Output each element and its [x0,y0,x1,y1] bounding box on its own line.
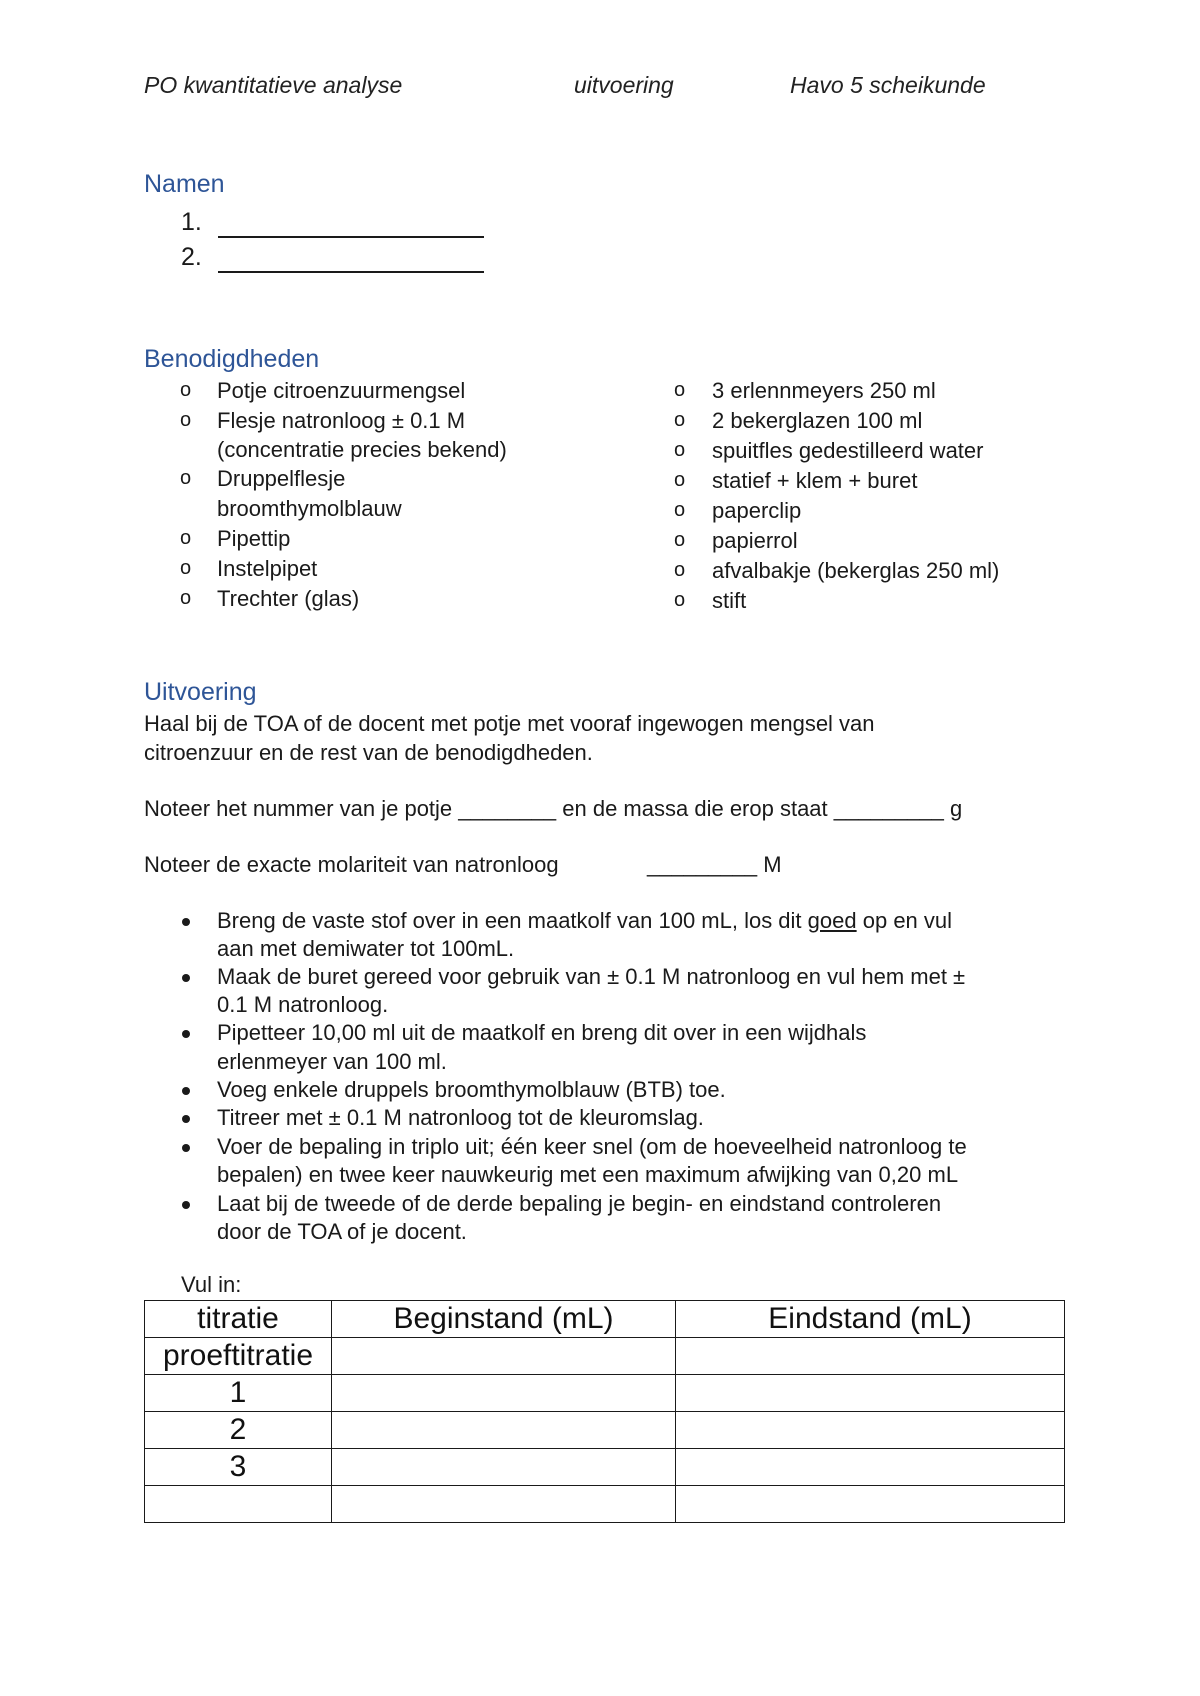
beginstand-cell[interactable] [332,1412,676,1449]
row-label-cell: 3 [145,1449,332,1486]
emphasis-goed: goed [807,908,857,933]
step-text: Breng de vaste stof over in een maatkolf van 100 mL, los dit goed op en vul [217,908,953,933]
step-text: Pipetteer 10,00 ml uit de maatkolf en breng dit over in een wijdhals [217,1020,867,1045]
bullet-dot-icon [182,1087,190,1095]
intro-text-line-1: Haal bij de TOA of de docent met potje met vooraf ingewogen mengsel van [144,711,875,736]
step-text-continued: 0.1 M natronloog. [217,992,389,1017]
benodigdheden-heading: Benodigdheden [144,345,320,373]
material-item-continued: (concentratie precies bekend) [217,437,507,462]
step-text-continued: door de TOA of je docent. [217,1219,467,1244]
uitvoering-heading: Uitvoering [144,678,257,706]
column-header-beginstand: Beginstand (mL) [332,1301,676,1338]
material-item: Instelpipet [217,556,318,581]
row-label-cell: proeftitratie [145,1338,332,1375]
material-item: paperclip [712,498,802,523]
step-text-continued: bepalen) en twee keer nauwkeurig met een maximum afwijking van 0,20 mL [217,1162,959,1187]
row-label-cell: 1 [145,1375,332,1412]
table-row [145,1412,1065,1449]
list-bullet-icon: o [180,409,192,431]
list-bullet-icon: o [674,409,686,431]
material-item-continued: broomthymolblauw [217,496,402,521]
eindstand-cell[interactable] [676,1449,1065,1486]
table-row [145,1449,1065,1486]
noteer-molariteit-blank[interactable]: _________ M [647,852,782,877]
list-bullet-icon: o [180,587,192,609]
header-right: Havo 5 scheikunde [790,72,986,98]
material-item: spuitfles gedestilleerd water [712,438,984,463]
intro-text-line-2: citroenzuur en de rest van de benodigdheden. [144,740,593,765]
list-bullet-icon: o [180,527,192,549]
material-item: afvalbakje (bekerglas 250 ml) [712,558,1000,583]
list-bullet-icon: o [674,469,686,491]
step-text: Maak de buret gereed voor gebruik van ± 0.1 M natronloog en vul hem met ± [217,964,966,989]
beginstand-cell[interactable] [332,1338,676,1375]
step-text: Laat bij de tweede of de derde bepaling je begin- en eindstand controleren [217,1191,942,1216]
noteer-nummer-text[interactable]: Noteer het nummer van je potje ________ en de massa die erop staat _________ g [144,796,963,821]
header-left: PO kwantitatieve analyse [144,72,403,98]
list-bullet-icon: o [674,499,686,521]
material-item: 2 bekerglazen 100 ml [712,408,923,433]
material-item: papierrol [712,528,798,553]
table-header-row [145,1301,1065,1338]
bullet-dot-icon [182,1144,190,1152]
beginstand-cell[interactable] [332,1375,676,1412]
titration-table [144,1300,1065,1523]
name-blank-line-1[interactable] [218,236,484,238]
name-number-2: 2. [181,243,202,271]
material-item: Druppelflesje [217,466,346,491]
namen-heading: Namen [144,170,225,198]
material-item: stift [712,588,747,613]
material-item: 3 erlennmeyers 250 ml [712,378,936,403]
list-bullet-icon: o [674,529,686,551]
step-text: Titreer met ± 0.1 M natronloog tot de kleuromslag. [217,1105,704,1130]
step-text: Voer de bepaling in triplo uit; één keer snel (om de hoeveelheid natronloog te [217,1134,967,1159]
eindstand-cell[interactable] [676,1338,1065,1375]
table-row [145,1375,1065,1412]
material-item: Trechter (glas) [217,586,360,611]
column-header-eindstand: Eindstand (mL) [676,1301,1065,1338]
noteer-molariteit-label: Noteer de exacte molariteit van natronloog [144,852,559,877]
row-label-cell[interactable] [145,1486,332,1523]
material-item: Pipettip [217,526,291,551]
bullet-dot-icon [182,974,190,982]
eindstand-cell[interactable] [676,1412,1065,1449]
list-bullet-icon: o [674,559,686,581]
step-text-continued: aan met demiwater tot 100mL. [217,936,515,961]
step-text: Voeg enkele druppels broomthymolblauw (BTB) toe. [217,1077,726,1102]
list-bullet-icon: o [674,439,686,461]
column-header-titratie: titratie [145,1301,332,1338]
beginstand-cell[interactable] [332,1486,676,1523]
beginstand-cell[interactable] [332,1449,676,1486]
name-blank-line-2[interactable] [218,271,484,273]
bullet-dot-icon [182,1201,190,1209]
name-number-1: 1. [181,208,202,236]
bullet-dot-icon [182,1115,190,1123]
eindstand-cell[interactable] [676,1375,1065,1412]
vul-in-label: Vul in: [181,1272,242,1297]
list-bullet-icon: o [180,379,192,401]
material-item: statief + klem + buret [712,468,918,493]
list-bullet-icon: o [674,379,686,401]
bullet-dot-icon [182,918,190,926]
eindstand-cell[interactable] [676,1486,1065,1523]
table-row [145,1486,1065,1523]
material-item: Potje citroenzuurmengsel [217,378,466,403]
list-bullet-icon: o [180,557,192,579]
header-center: uitvoering [574,72,674,98]
step-text-continued: erlenmeyer van 100 ml. [217,1049,447,1074]
bullet-dot-icon [182,1030,190,1038]
material-item: Flesje natronloog ± 0.1 M [217,408,466,433]
table-row [145,1338,1065,1375]
list-bullet-icon: o [674,589,686,611]
row-label-cell: 2 [145,1412,332,1449]
list-bullet-icon: o [180,467,192,489]
